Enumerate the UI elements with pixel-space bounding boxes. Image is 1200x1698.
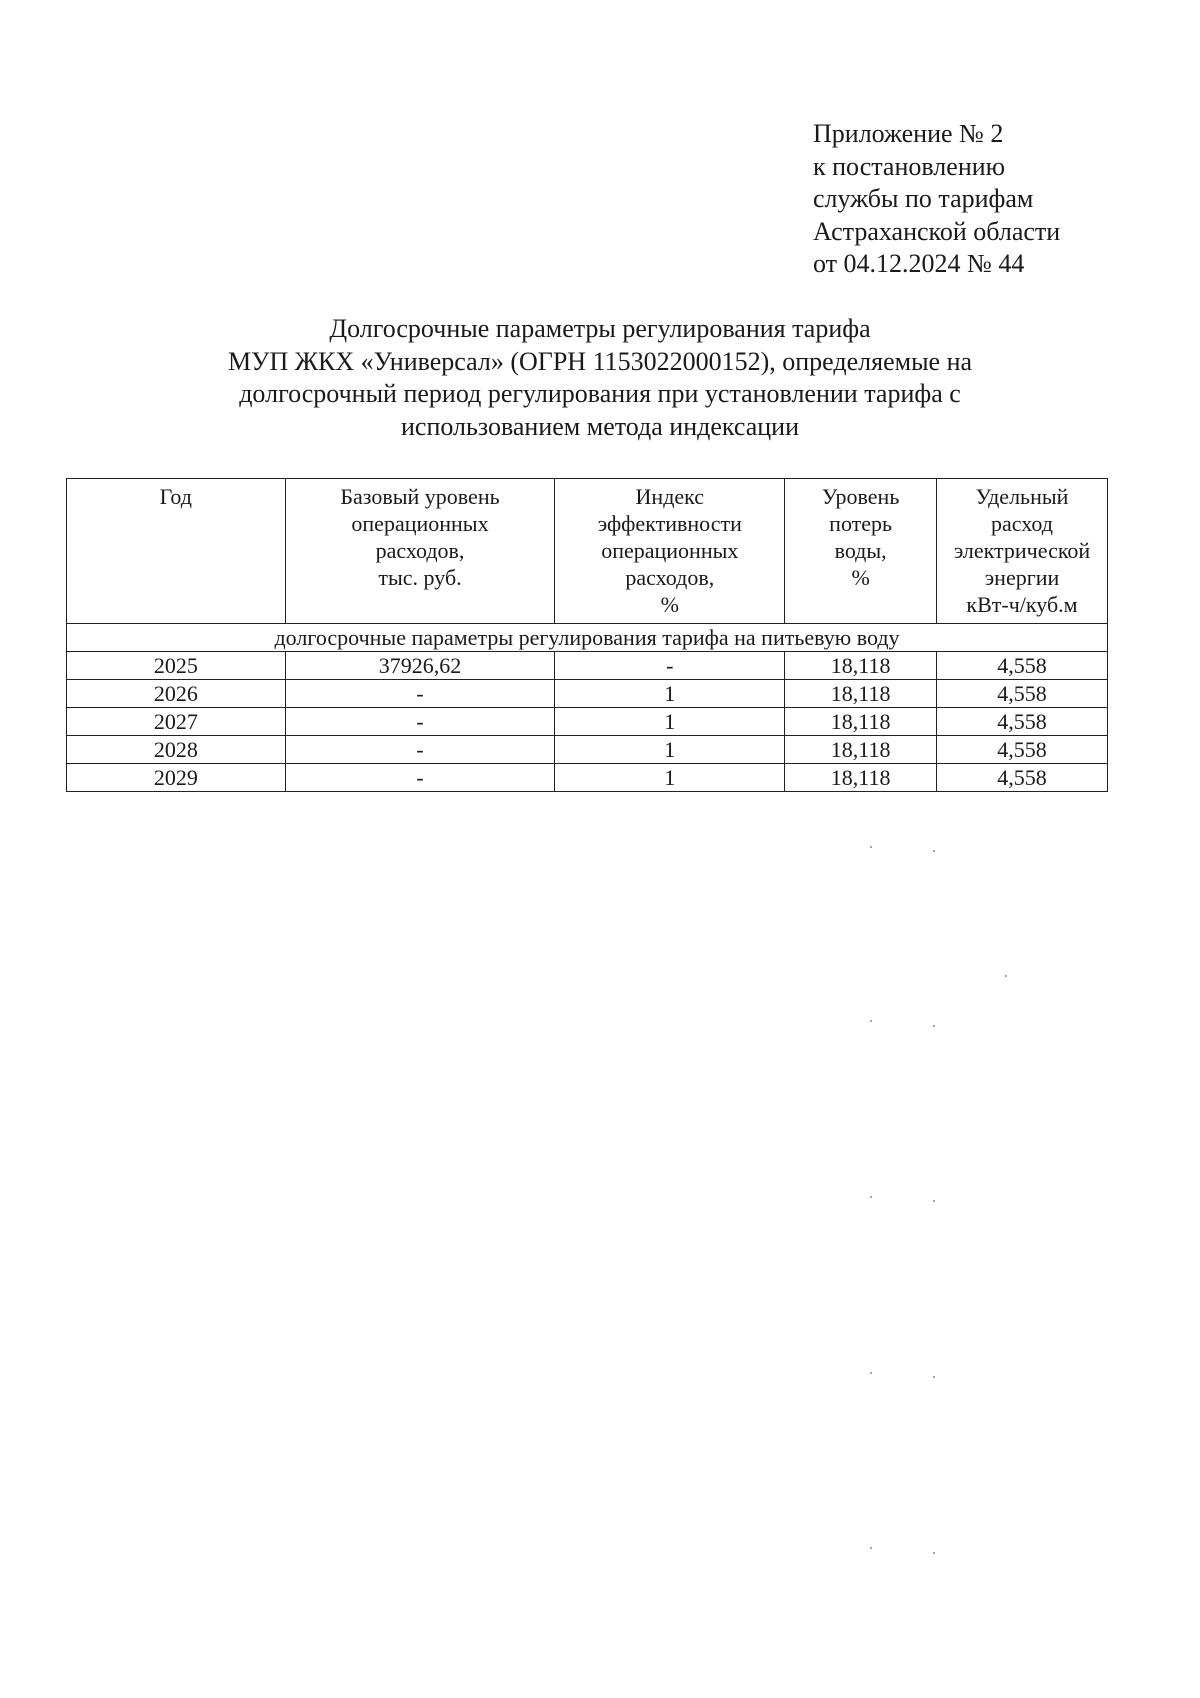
appendix-line: службы по тарифам [813,184,1034,213]
header-base-opex: Базовый уровень операционных расходов, тыс. руб. [285,479,555,624]
cell-base-opex: - [285,736,555,764]
document-title [60,313,1140,443]
cell-energy-consumption: 4,558 [937,680,1108,708]
appendix-line: от 04.12.2024 № 44 [813,249,1025,278]
cell-water-loss: 18,118 [785,736,937,764]
cell-year: 2027 [67,708,286,736]
header-year: Год [67,479,286,624]
header-efficiency-index: Индекс эффективности операционных расходов, % [555,479,785,624]
cell-base-opex: - [285,708,555,736]
cell-water-loss: 18,118 [785,680,937,708]
cell-energy-consumption: 4,558 [937,736,1108,764]
cell-year: 2029 [67,764,286,792]
scan-speck [933,1376,935,1378]
table-row [67,764,1108,792]
title-line: использованием метода индексации [400,411,800,441]
table-row [67,736,1108,764]
cell-efficiency-index: - [555,652,785,680]
scan-speck [933,1025,935,1027]
cell-base-opex: 37926,62 [285,652,555,680]
header-water-loss: Уровень потерь воды, % [785,479,937,624]
cell-energy-consumption: 4,558 [937,708,1108,736]
parameters-table [66,478,1108,792]
cell-efficiency-index: 1 [555,680,785,708]
cell-year: 2025 [67,652,286,680]
appendix-line: Приложение № 2 [813,119,1004,148]
cell-year: 2028 [67,736,286,764]
scan-speck [933,850,935,852]
cell-water-loss: 18,118 [785,652,937,680]
cell-energy-consumption: 4,558 [937,764,1108,792]
scan-speck [933,1200,935,1202]
scan-speck [933,1552,935,1554]
scan-speck [870,1547,872,1549]
scan-speck [870,1372,872,1374]
section-label: долгосрочные параметры регулирования тарифа на питьевую воду [67,624,1108,652]
header-energy-consumption: Удельный расход электрической энергии кВт-ч/куб.м [937,479,1108,624]
table-row [67,680,1108,708]
title-line: долгосрочный период регулирования при установлении тарифа с [239,379,961,408]
table-header-row [67,479,1108,624]
cell-efficiency-index: 1 [555,708,785,736]
cell-base-opex: - [285,680,555,708]
table-row [67,708,1108,736]
cell-energy-consumption: 4,558 [937,652,1108,680]
section-row [67,624,1108,652]
scan-speck [870,846,872,848]
appendix-block [813,118,1060,281]
scan-speck [870,1020,872,1022]
cell-year: 2026 [67,680,286,708]
cell-base-opex: - [285,764,555,792]
table-row [67,652,1108,680]
cell-efficiency-index: 1 [555,736,785,764]
appendix-line: Астраханской области [813,216,1061,246]
cell-efficiency-index: 1 [555,764,785,792]
scan-speck [870,1196,872,1198]
title-line: МУП ЖКХ «Универсал» (ОГРН 1153022000152), определяемые на [227,346,973,376]
appendix-line: к постановлению [813,151,1006,181]
scan-speck [1005,975,1007,977]
title-line: Долгосрочные параметры регулирования тарифа [329,314,871,343]
cell-water-loss: 18,118 [785,764,937,792]
cell-water-loss: 18,118 [785,708,937,736]
